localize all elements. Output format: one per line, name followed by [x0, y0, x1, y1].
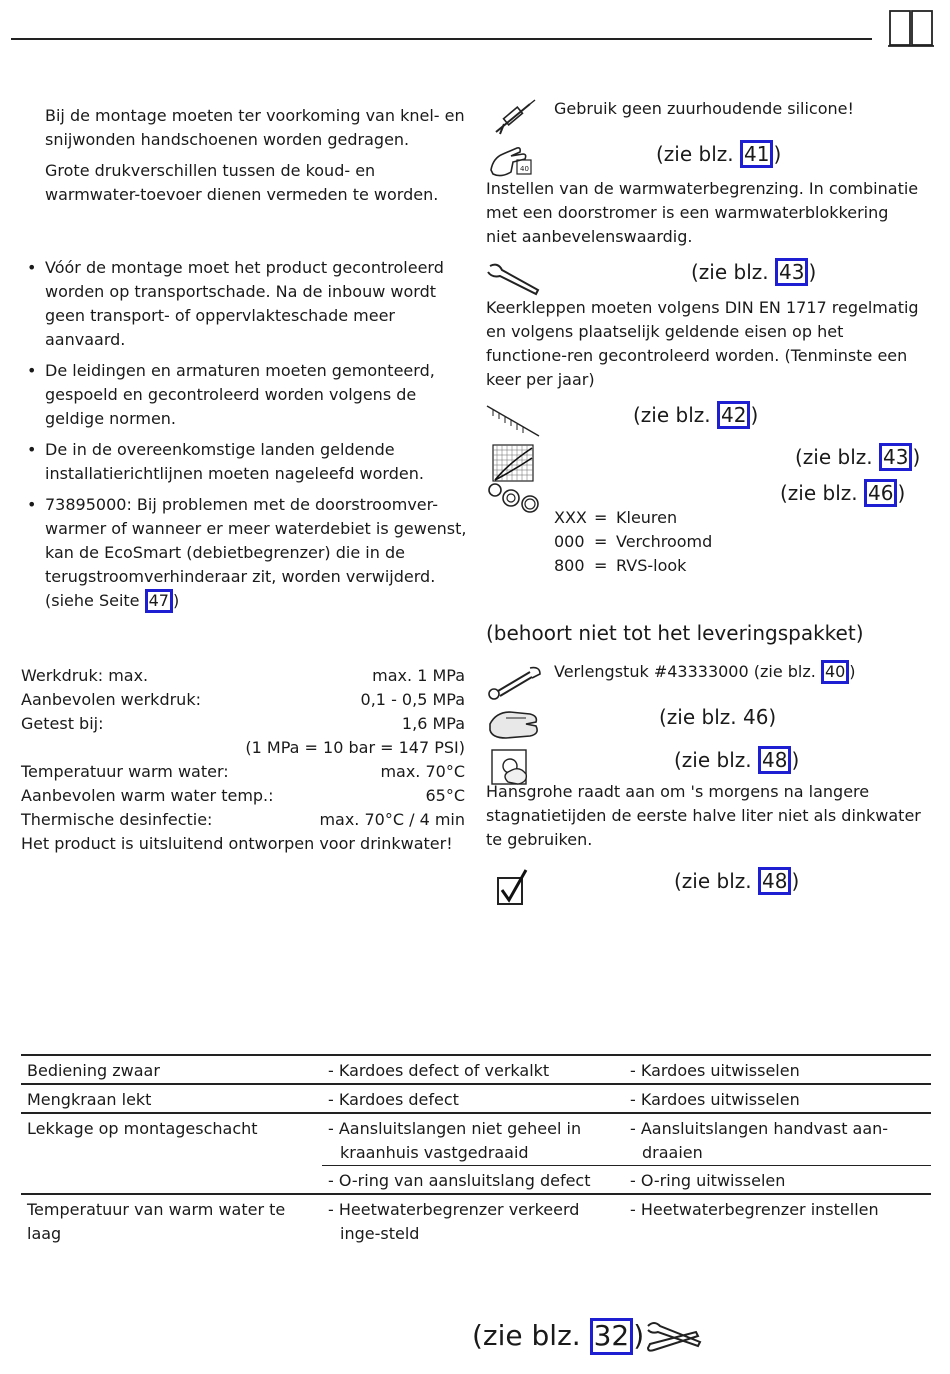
page-ref-link[interactable]: 48	[758, 746, 791, 774]
page-ref: (zie blz. 42 )	[633, 403, 759, 427]
spec-row: Aanbevolen werkdruk: 0,1 - 0,5 MPa	[21, 690, 465, 709]
list-item: • De leidingen en armaturen moeten gemonteerd, gespoeld en gecontroleerd worden volgens de geldige normen.	[21, 359, 471, 431]
page-ref-link[interactable]: 42	[717, 401, 750, 429]
check-valve-text: Keerkleppen moeten volgens DIN EN 1717 regelmatig en volgens plaatselijk geldende eisen op het functione-ren gecontroleerd worden. (Tenminste een keer per jaar)	[486, 298, 919, 389]
cause-cell: - Kardoes defect	[322, 1084, 624, 1113]
color-code-row: XXX = Kleuren	[554, 508, 678, 527]
page-ref-link[interactable]: 43	[879, 443, 912, 471]
spare-parts-icon	[486, 480, 542, 516]
spec-row: Thermische desinfectie: max. 70°C / 4 min	[21, 810, 465, 829]
page-ref: (zie blz. 43 )	[795, 445, 921, 469]
spec-row: (1 MPa = 10 bar = 147 PSI)	[245, 738, 465, 757]
list-item: • 73895000: Bij problemen met de doorstroomver-warmer of wanneer er meer waterdebiet is gewenst, kan de EcoSmart (debietbegrenzer) die in de terugstroomverhinderaar zit, worden verwijderd. (siehe Seite 47 )	[21, 493, 471, 613]
checkbox-icon	[496, 868, 530, 908]
page-ref: (zie blz. 43 )	[691, 260, 817, 284]
page-ref-link[interactable]: 48	[758, 867, 791, 895]
wrench-icon	[486, 260, 542, 298]
table-row	[21, 1194, 931, 1246]
installation-notes-list	[21, 256, 471, 620]
open-book-icon	[887, 8, 935, 48]
temperature-limiter-hand-icon	[487, 140, 533, 180]
page-ref: (zie blz. 48 )	[674, 748, 800, 772]
extension-piece-text: Verlengstuk #43333000 (zie blz. 40 )	[554, 660, 856, 684]
drinkwater-note: Het product is uitsluitend ontworpen voor drinkwater!	[21, 834, 453, 853]
fault-cell: Mengkraan lekt	[21, 1084, 322, 1113]
fault-cell: Lekkage op montageschacht	[21, 1113, 322, 1194]
spec-row: Werkdruk: max. max. 1 MPa	[21, 666, 465, 685]
remedy-cell: - O-ring uitwisselen	[624, 1166, 931, 1195]
remedy-cell: - Aansluitslangen handvast aan-draaien	[624, 1113, 931, 1166]
page-ref: (zie blz. 46 )	[780, 481, 906, 505]
page-ref-link[interactable]: 46	[864, 479, 897, 507]
color-code-row: 000 = Verchroomd	[554, 532, 713, 551]
extension-piece-icon	[486, 662, 542, 702]
flow-diagram-icon	[492, 444, 534, 482]
silicone-note: Gebruik geen zuurhoudende silicone!	[554, 99, 854, 118]
cleaning-hand-icon	[486, 704, 542, 742]
svg-text:40: 40	[520, 165, 529, 173]
ruler-dimensions-icon	[485, 402, 541, 438]
remedy-cell: - Kardoes uitwisselen	[624, 1084, 931, 1113]
header-rule	[11, 38, 872, 40]
table-row	[21, 1055, 931, 1084]
warmwater-limiter-text: Instellen van de warmwaterbegrenzing. In combinatie met een doorstromer is een warmwaterblokkering niet aanbevelenswaardig.	[486, 179, 919, 246]
list-item: • De in de overeenkomstige landen geldende installatierichtlijnen moeten nageleefd worden.	[21, 438, 471, 486]
page-ref-link[interactable]: 43	[775, 258, 808, 286]
cause-cell: - O-ring van aansluitslang defect	[322, 1166, 624, 1195]
ecosmart-note: 73895000: Bij problemen met de doorstroomver-warmer of wanneer er meer waterdebiet is gewenst, kan de EcoSmart (debietbegrenzer) die in de terugstroomverhinderaar zit, worden verwijderd. (siehe Seite	[45, 495, 467, 610]
safety-gloves-text: Bij de montage moeten ter voorkoming van knel- en snijwonden handschoenen worden gedragen.	[45, 106, 465, 149]
not-included-note: (behoort niet tot het leveringspakket)	[486, 621, 864, 645]
spec-row: Temperatuur warm water: max. 70°C	[21, 762, 465, 781]
remedy-cell: - Heetwaterbegrenzer instellen	[624, 1194, 931, 1246]
page-ref-link[interactable]: 40	[821, 660, 849, 684]
list-item: • Vóór de montage moet het product gecontroleerd worden op transportschade. Na de inbouw wordt geen transport- of oppervlakteschade meer aanvaard.	[21, 256, 471, 352]
remedy-cell: - Kardoes uitwisselen	[624, 1055, 931, 1084]
troubleshooting-table	[21, 1054, 931, 1246]
fault-cell: Bediening zwaar	[21, 1055, 322, 1084]
table-row	[21, 1084, 931, 1113]
cause-cell: - Kardoes defect of verkalkt	[322, 1055, 624, 1084]
table-row	[21, 1113, 931, 1166]
page-ref-link[interactable]: 47	[145, 589, 173, 613]
fault-cell: Temperatuur van warm water te laag	[21, 1194, 322, 1246]
spec-row: Aanbevolen warm water temp.: 65°C	[21, 786, 465, 805]
page-ref-link[interactable]: 32	[590, 1318, 634, 1355]
page-ref: (zie blz. 48 )	[674, 869, 800, 893]
safety-pressure-text: Grote drukverschillen tussen de koud- en warmwater-toevoer dienen vermeden te worden.	[45, 161, 439, 204]
tools-icon	[644, 1318, 704, 1358]
page-ref-link[interactable]: 41	[740, 140, 773, 168]
cause-cell: - Aansluitslangen niet geheel in kraanhuis vastgedraaid	[322, 1113, 624, 1166]
spec-row: Getest bij: 1,6 MPa	[21, 714, 465, 733]
silicone-gun-icon	[490, 98, 536, 136]
cause-cell: - Heetwaterbegrenzer verkeerd inge-steld	[322, 1194, 624, 1246]
footer-page-ref: (zie blz. 32 )	[472, 1316, 644, 1356]
hansgrohe-recommendation: Hansgrohe raadt aan om 's morgens na langere stagnatietijden de eerste halve liter niet als dinkwater te gebruiken.	[486, 782, 921, 849]
color-code-row: 800 = RVS-look	[554, 556, 687, 575]
cleaning-page-ref: (zie blz. 46)	[659, 705, 777, 729]
page-ref: (zie blz. 41 )	[656, 142, 782, 166]
